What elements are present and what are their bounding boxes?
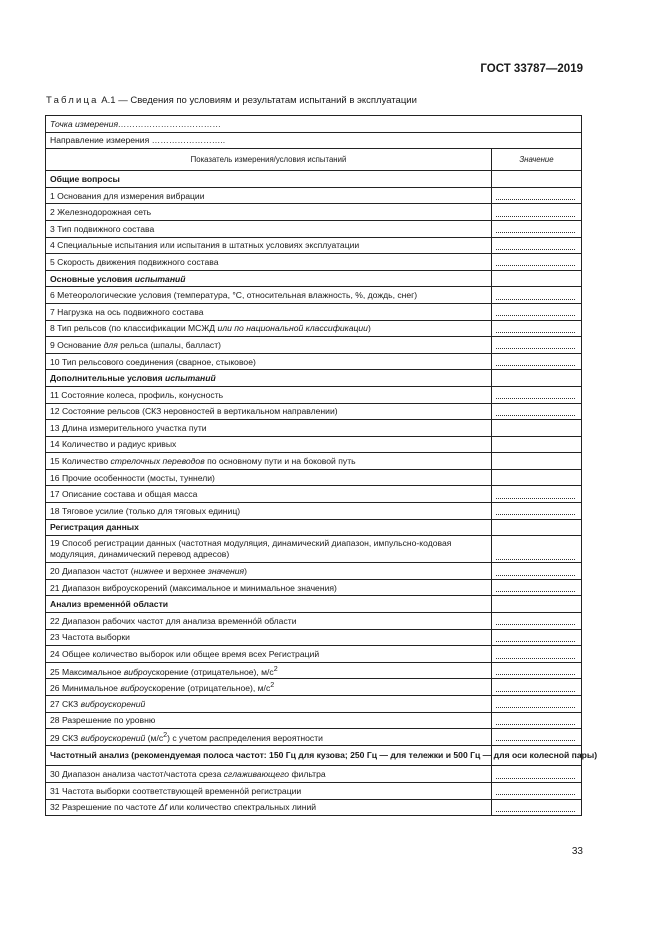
section-title: Регистрация данных [46,519,492,536]
value-cell[interactable] [491,453,581,470]
indicator-cell: 29 СКЗ виброускорений $(м/с^2)$ с учетом распределения вероятности [46,729,492,746]
indicator-cell: 10 Тип рельсового соединения (сварное, стыковое) [46,353,492,370]
table-row [46,712,582,729]
indicator-cell: 6 Метеорологические условия (температура, °С, относительная влажность, %, дождь, снег) [46,287,492,304]
table-row [46,486,582,503]
table-row [46,420,582,437]
section-title: Анализ временно́й области [46,596,492,613]
value-placeholder-dots [496,583,575,592]
indicator-cell: 14 Количество и радиус кривых [46,436,492,453]
indicator-cell: 16 Прочие особенности (мосты, туннели) [46,469,492,486]
indicator-cell: 30 Диапазон анализа частот/частота среза сглаживающего фильтра [46,766,492,783]
section-value-empty [491,370,581,387]
indicator-cell: 5 Скорость движения подвижного состава [46,254,492,271]
standard-number: ГОСТ 33787—2019 [480,63,583,75]
value-placeholder-dots [496,191,575,200]
value-placeholder-dots [496,616,575,625]
table-row [46,696,582,713]
table-row [46,579,582,596]
value-placeholder-dots [496,340,575,349]
value-placeholder-dots [496,490,575,499]
value-placeholder-dots [496,224,575,233]
value-cell[interactable] [491,469,581,486]
table-row [46,613,582,630]
table-row [46,403,582,420]
value-cell[interactable] [491,420,581,437]
table-row [46,646,582,663]
value-cell[interactable] [491,679,581,696]
value-cell[interactable] [491,696,581,713]
value-cell[interactable] [491,486,581,503]
section-title-row [46,270,582,287]
value-placeholder-dots [496,716,575,725]
value-cell[interactable] [491,536,581,563]
indicator-cell: 4 Специальные испытания или испытания в штатных условиях эксплуатации [46,237,492,254]
value-cell[interactable] [491,403,581,420]
indicator-cell: 32 Разрешение по частоте Δf или количество спектральных линий [46,799,492,816]
section-title: Основные условия испытаний [46,270,492,287]
page-number: 33 [571,846,583,857]
table-row [46,629,582,646]
section-title: Дополнительные условия испытаний [46,370,492,387]
indicator-cell: 23 Частота выборки [46,629,492,646]
value-cell[interactable] [491,254,581,271]
table-row [46,766,582,783]
value-placeholder-dots [496,390,575,399]
table-row [46,436,582,453]
section-title-row [46,745,582,766]
value-cell[interactable] [491,629,581,646]
table-row [46,337,582,354]
indicator-cell: 25 Максимальное виброускорение (отрицательное), $м/с^2$ [46,662,492,679]
section-value-empty [491,270,581,287]
section-title: Частотный анализ (рекомендуемая полоса частот: 150 Гц для кузова; 250 Гц — для тележки и 500 Гц — для оси колесной пары) [46,745,492,766]
table-row [46,287,582,304]
section-title: Общие вопросы [46,171,492,188]
value-placeholder-dots [496,770,575,779]
indicator-cell: 3 Тип подвижного состава [46,220,492,237]
value-cell[interactable] [491,712,581,729]
value-placeholder-dots [496,551,575,560]
indicator-cell: 17 Описание состава и общая масса [46,486,492,503]
value-cell[interactable] [491,187,581,204]
table-row [46,187,582,204]
value-cell[interactable] [491,436,581,453]
value-placeholder-dots [496,683,575,692]
value-cell[interactable] [491,646,581,663]
section-value-empty [491,171,581,188]
indicator-cell: 13 Длина измерительного участка пути [46,420,492,437]
value-cell[interactable] [491,337,581,354]
table-caption-prefix: Таблица [46,95,99,106]
value-placeholder-dots [496,307,575,316]
table-row [46,204,582,221]
value-placeholder-dots [496,699,575,708]
value-placeholder-dots [496,633,575,642]
indicator-cell: 27 СКЗ виброускорений [46,696,492,713]
indicator-cell: 24 Общее количество выборок или общее время всех Регистраций [46,646,492,663]
indicator-cell: 2 Железнодорожная сеть [46,204,492,221]
value-placeholder-dots [496,407,575,416]
table-row [46,662,582,679]
table-row [46,353,582,370]
table-row [46,729,582,746]
table-row [46,536,582,563]
value-placeholder-dots [496,291,575,300]
table-header-row [46,149,582,171]
value-cell[interactable] [491,579,581,596]
indicator-cell: 7 Нагрузка на ось подвижного состава [46,303,492,320]
value-placeholder-dots [496,567,575,576]
section-value-empty [491,519,581,536]
table-row [46,254,582,271]
table-row [46,237,582,254]
indicator-cell: 12 Состояние рельсов (СКЗ неровностей в вертикальном направлении) [46,403,492,420]
header-indicator: Показатель измерения/условия испытаний [46,149,492,171]
table-row [46,503,582,520]
section-title-row [46,171,582,188]
measurement-point-cell: Точка измерения……………………………… [46,116,582,133]
section-title-row [46,519,582,536]
value-placeholder-dots [496,257,575,266]
indicator-cell: 26 Минимальное виброускорение (отрицательное), $м/с^2$ [46,679,492,696]
measurement-direction-cell: Направление измерения …………………….. [46,132,582,149]
indicator-cell: 20 Диапазон частот (нижнее и верхнее значения) [46,563,492,580]
section-title-row [46,596,582,613]
indicator-cell: 21 Диапазон виброускорений (максимальное и минимальное значения) [46,579,492,596]
table-row [46,469,582,486]
table-caption-text: А.1 — Сведения по условиям и результатам испытаний в эксплуатации [101,95,417,106]
value-cell[interactable] [491,503,581,520]
value-placeholder-dots [496,732,575,741]
measurement-point-row [46,116,582,133]
table-row [46,563,582,580]
value-cell[interactable] [491,799,581,816]
value-placeholder-dots [496,208,575,217]
value-cell[interactable] [491,662,581,679]
measurement-direction-row [46,132,582,149]
indicator-cell: 8 Тип рельсов (по классификации МСЖД или по национальной классификации) [46,320,492,337]
indicator-cell: 11 Состояние колеса, профиль, конусность [46,386,492,403]
table-row [46,303,582,320]
value-cell[interactable] [491,204,581,221]
value-placeholder-dots [496,357,575,366]
value-cell[interactable] [491,353,581,370]
value-cell[interactable] [491,613,581,630]
value-cell[interactable] [491,220,581,237]
table-row [46,386,582,403]
table-row [46,782,582,799]
value-cell[interactable] [491,287,581,304]
table-row [46,453,582,470]
table-row [46,320,582,337]
value-placeholder-dots [496,786,575,795]
value-cell[interactable] [491,237,581,254]
indicator-cell: 9 Основание для рельса (шпалы, балласт) [46,337,492,354]
value-placeholder-dots [496,666,575,675]
indicator-cell: 22 Диапазон рабочих частот для анализа временно́й области [46,613,492,630]
value-placeholder-dots [496,506,575,515]
indicator-cell: 1 Основания для измерения вибрации [46,187,492,204]
value-cell[interactable] [491,729,581,746]
table-row [46,220,582,237]
value-placeholder-dots [496,241,575,250]
value-cell[interactable] [491,303,581,320]
value-placeholder-dots [496,803,575,812]
indicator-cell: 28 Разрешение по уровню [46,712,492,729]
value-placeholder-dots [496,324,575,333]
value-cell[interactable] [491,766,581,783]
value-placeholder-dots [496,650,575,659]
test-conditions-table [45,115,598,816]
value-cell[interactable] [491,320,581,337]
indicator-cell: 15 Количество стрелочных переводов по основному пути и на боковой путь [46,453,492,470]
table-row [46,679,582,696]
section-value-empty [491,596,581,613]
section-title-row [46,370,582,387]
value-cell[interactable] [491,386,581,403]
value-cell[interactable] [491,563,581,580]
table-caption [46,95,417,106]
header-value: Значение [491,149,581,171]
indicator-cell: 19 Способ регистрации данных (частотная модуляция, динамический диапазон, импульсно-кодовая модуляция, динамический перевод адресов) [46,536,492,563]
value-cell[interactable] [491,782,581,799]
indicator-cell: 18 Тяговое усилие (только для тяговых единиц) [46,503,492,520]
table-row [46,799,582,816]
indicator-cell: 31 Частота выборки соответствующей временно́й регистрации [46,782,492,799]
